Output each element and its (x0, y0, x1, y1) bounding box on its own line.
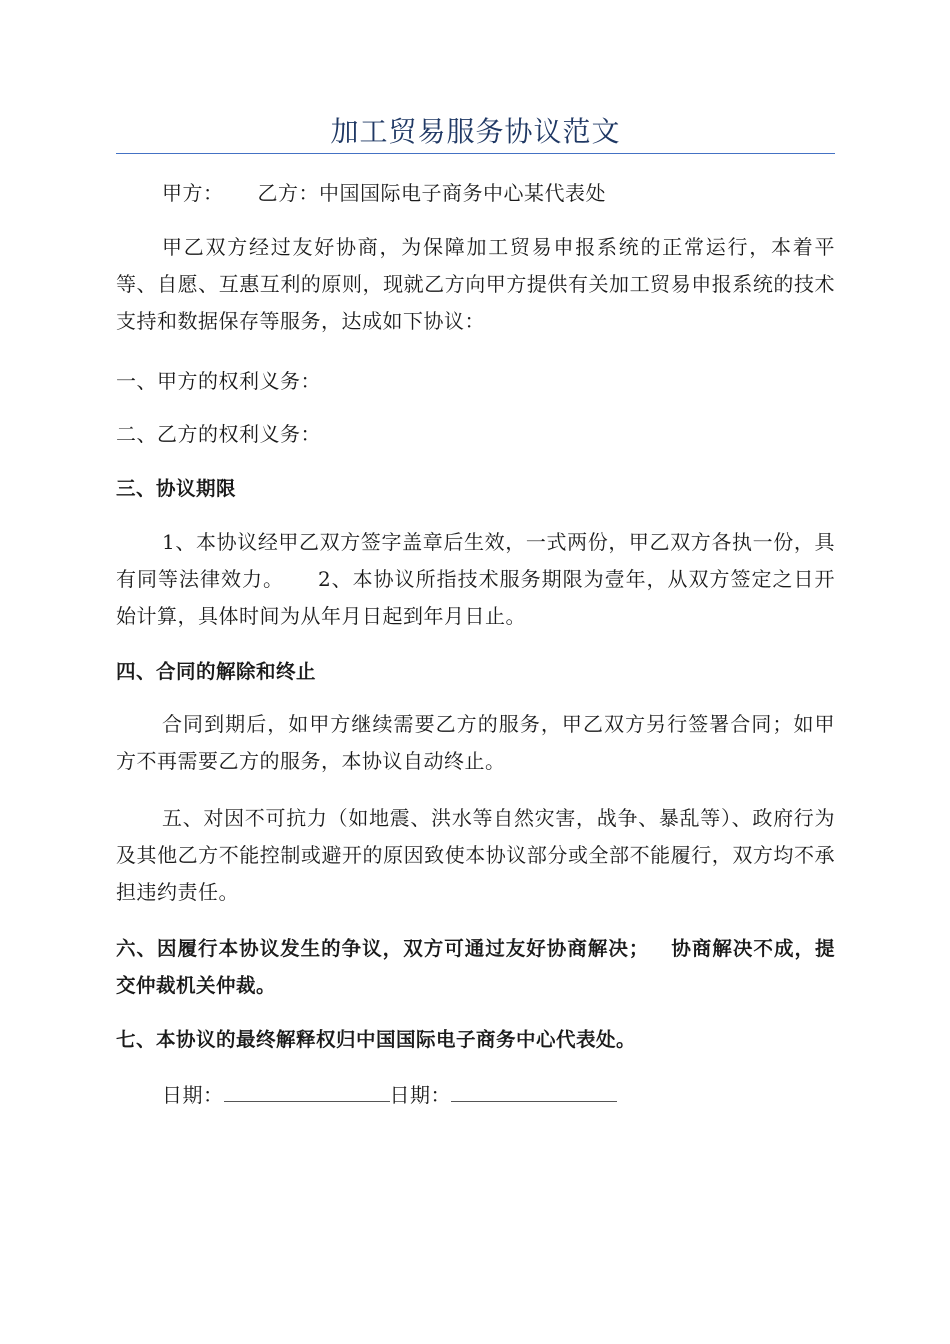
date-blank-party-b[interactable] (451, 1079, 617, 1102)
section-3-clause-2: 2、本协议所指技术服务期限为壹年，从双方签定之日开始计算，具体时间为从年月日起到年月日止。 (116, 567, 836, 628)
title-underline (116, 153, 835, 154)
parties-line (116, 175, 835, 212)
section-3-heading: 三、协议期限 (116, 477, 237, 500)
intro-paragraph: 甲乙双方经过友好协商，为保障加工贸易申报系统的正常运行，本着平等、自愿、互惠互利的原则，现就乙方向甲方提供有关加工贸易申报系统的技术支持和数据保存等服务，达成如下协议： (116, 235, 835, 333)
section-5-paragraph: 五、对因不可抗力（如地震、洪水等自然灾害，战争、暴乱等）、政府行为及其他乙方不能控制或避开的原因致使本协议部分或全部不能履行，双方均不承担违约责任。 (116, 806, 835, 904)
section-3-body (116, 524, 835, 635)
section-7-paragraph: 七、本协议的最终解释权归中国国际电子商务中心代表处。 (116, 1028, 637, 1051)
document-title: 加工贸易服务协议范文 (330, 115, 621, 148)
section-6-part-1: 六、因履行本协议发生的争议，双方可通过友好协商解决； (116, 937, 649, 960)
section-2-heading: 二、乙方的权利义务： (116, 422, 321, 446)
section-6-paragraph (116, 930, 835, 1004)
section-4-heading: 四、合同的解除和终止 (116, 660, 317, 683)
section-1-heading: 一、甲方的权利义务： (116, 369, 321, 393)
party-a-label: 甲方： (162, 181, 224, 205)
date-label-party-a: 日期： (162, 1083, 224, 1107)
section-3-clause-1: 1、本协议经甲乙双方签字盖章后生效，一式两份，甲乙双方各执一份，具有同等法律效力。 (116, 530, 835, 591)
signature-dates (116, 1077, 835, 1114)
party-b-label: 乙方：中国国际电子商务中心某代表处 (257, 181, 606, 205)
date-blank-party-a[interactable] (224, 1079, 390, 1102)
section-6-part-2: 协商解决不成，提交仲裁机关仲裁。 (116, 937, 835, 997)
section-4-body: 合同到期后，如甲方继续需要乙方的服务，甲乙双方另行签署合同；如甲方不再需要乙方的服务，本协议自动终止。 (116, 712, 835, 773)
date-label-party-b: 日期： (389, 1083, 451, 1107)
